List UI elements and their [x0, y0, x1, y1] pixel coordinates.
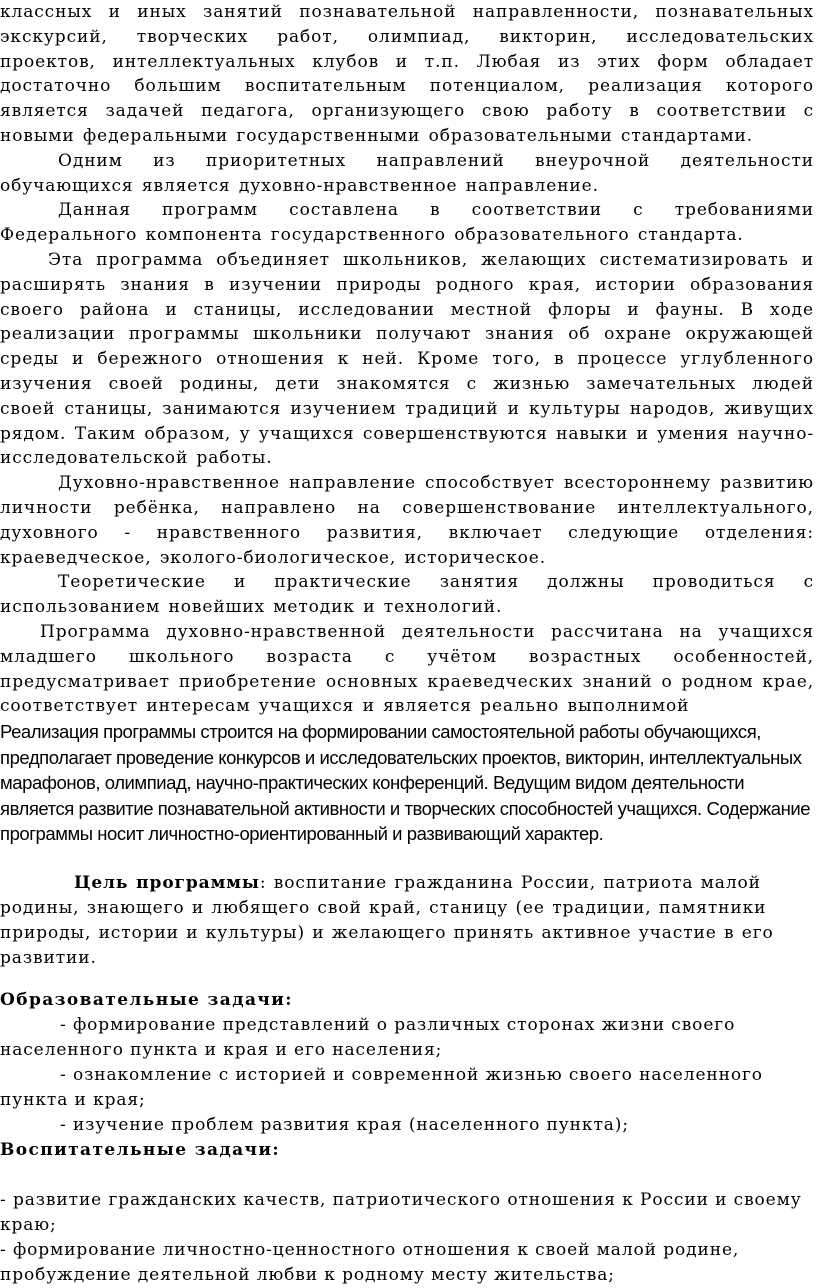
upbringing-tasks-heading: Воспитательные задачи:: [0, 1139, 281, 1160]
paragraph-1: классных и иных занятий познавательной направленности, познавательных экскурсий, творческих работ, олимпиад, викторин, исследовательских проектов, интеллектуальных клубов и т.п. Любая из этих форм обладает достаточно большим воспитательным потенциалом, реализация которого является задачей педагога, организующего свою работу в соответствии с новыми федеральными государственными образовательными стандартами.: [0, 2, 814, 146]
educational-task-1: - формирование представлений о различных сторонах жизни своего населенного пункта и края и его населения;: [0, 1014, 736, 1060]
upbringing-task-2: - формирование личностно-ценностного отношения к своей малой родине, пробуждение деятельной любви к родному месту жительства;: [0, 1239, 740, 1285]
paragraph-5: Духовно-нравственное направление способствует всестороннему развитию личности ребёнка, направлено на совершенствование интеллектуального, духовного - нравственного развития, включает следующие отделения: краеведческое, эколого-биологическое, историческое.: [0, 473, 814, 568]
educational-task-2: - ознакомление с историей и современной жизнью своего населенного пункта и края;: [0, 1064, 763, 1110]
paragraph-6: Теоретические и практические занятия должны проводиться с использованием новейших методик и технологий.: [0, 572, 814, 618]
upbringing-task-1: - развитие гражданских качеств, патриотического отношения к России и своему краю;: [0, 1189, 802, 1235]
implementation-paragraph: [0, 719, 814, 847]
paragraph-7: Программа духовно-нравственной деятельности рассчитана на учащихся младшего школьного возраста с учётом возрастных особенностей, предусматривает приобретение основных краеведческих знаний о родном крае, соответствует интересам учащихся и является реально выполнимой: [0, 621, 814, 717]
educational-tasks-heading: Образовательные задачи:: [0, 989, 293, 1010]
goal-text: : воспитание гражданина России, патриота малой родины, знающего и любящего свой край, станицу (ее традиции, памятники природы, истории и культуры) и желающего принять активное участие в его развитии.: [0, 872, 774, 968]
blank-line: [0, 1163, 814, 1188]
paragraph-8: Реализация программы строится на формировании самостоятельной работы обучающихся, предполагает проведение конкурсов и исследовательских проектов, викторин, интеллектуальных марафонов, олимпиад, научно-практических конференций. Ведущим видом деятельности является развитие познавательной активности и творческих способностей учащихся. Содержание программы носит личностно-ориентированный и развивающий характер.: [0, 721, 811, 845]
paragraph-3: Данная программ составлена в соответствии с требованиями Федерального компонента государственного образовательного стандарта.: [0, 200, 814, 246]
paragraph-2: Одним из приоритетных направлений внеурочной деятельности обучающихся является духовно-нравственное направление.: [0, 150, 814, 196]
program-goal: [0, 871, 814, 971]
educational-task-3: - изучение проблем развития края (населенного пункта);: [60, 1114, 629, 1135]
paragraph-4: Эта программа объединяет школьников, желающих систематизировать и расширять знания в изучении природы родного края, истории образования своего района и станицы, исследовании местной флоры и фауны. В ходе реализации программы школьники получают знания об охране окружающей среды и бережного отношения к ней. Кроме того, в процессе углубленного изучения своей родины, дети знакомятся с жизнью замечательных людей своей станицы, занимаются изучением традиций и культуры народов, живущих рядом. Таким образом, у учащихся совершенствуются навыки и умения научно-исследовательской работы.: [0, 249, 814, 469]
goal-label: Цель программы: [74, 872, 260, 893]
